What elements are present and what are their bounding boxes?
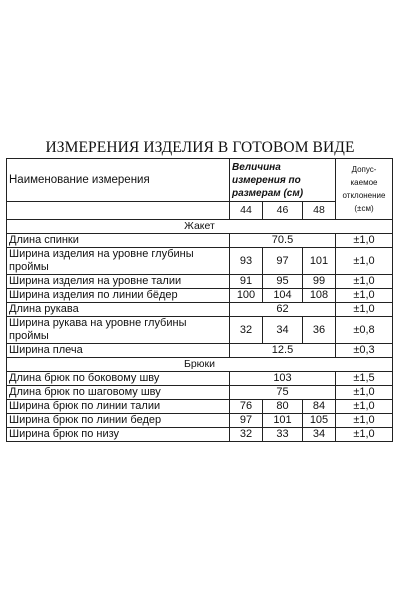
measurement-value-size-48: 101 [303, 248, 336, 275]
measurement-name: Длина брюк по боковому шву [7, 372, 230, 386]
measurement-row [7, 344, 393, 358]
tolerance-header [336, 159, 393, 220]
size-48: 48 [303, 202, 336, 220]
measurement-value-size-46: 101 [263, 414, 303, 428]
measurement-value-size-46: 33 [263, 428, 303, 442]
measurement-value-size-46: 34 [263, 317, 303, 344]
measurement-value-size-44: 97 [230, 414, 263, 428]
measurement-row [7, 414, 393, 428]
size-header-line: размерам (см) [232, 187, 304, 199]
measurement-name: Ширина брюк по линии бедер [7, 414, 230, 428]
measurement-name: Длина рукава [7, 303, 230, 317]
empty-cell [7, 202, 230, 220]
measurement-row [7, 386, 393, 400]
tolerance-value: ±0,8 [336, 317, 393, 344]
measurement-row [7, 428, 393, 442]
measurement-value-size-46: 95 [263, 275, 303, 289]
measurement-value-size-44: 32 [230, 428, 263, 442]
measurement-value-all-sizes: 62 [230, 303, 336, 317]
measurement-value-size-48: 108 [303, 289, 336, 303]
tolerance-value: ±1,0 [336, 428, 393, 442]
measurement-row [7, 289, 393, 303]
tolerance-value: ±1,0 [336, 234, 393, 248]
measurement-value-size-46: 104 [263, 289, 303, 303]
measurement-name: Длина брюк по шаговому шву [7, 386, 230, 400]
measurement-value-size-48: 99 [303, 275, 336, 289]
tolerance-value: ±1,0 [336, 248, 393, 275]
measurement-value-size-48: 84 [303, 400, 336, 414]
size-44: 44 [230, 202, 263, 220]
measurement-name: Ширина изделия на уровне талии [7, 275, 230, 289]
measurements-table [6, 158, 393, 442]
measurement-value-size-46: 80 [263, 400, 303, 414]
page-title: ИЗМЕРЕНИЯ ИЗДЕЛИЯ В ГОТОВОМ ВИДЕ [45, 139, 355, 156]
measurement-value-size-48: 36 [303, 317, 336, 344]
section-title: Жакет [7, 220, 393, 234]
measurement-name: Ширина рукава на уровне глубины проймы [7, 317, 230, 344]
measurement-name: Длина спинки [7, 234, 230, 248]
measurement-name: Ширина изделия по линии бёдер [7, 289, 230, 303]
measurement-value-size-44: 91 [230, 275, 263, 289]
measurement-row [7, 303, 393, 317]
tolerance-header-line: каемое [350, 178, 378, 187]
sizes-row [7, 202, 393, 220]
measurement-name: Ширина брюк по низу [7, 428, 230, 442]
tolerance-value: ±1,0 [336, 386, 393, 400]
measurement-value-size-44: 100 [230, 289, 263, 303]
size-values-header [230, 159, 336, 202]
section-row [7, 358, 393, 372]
size-header-line: измерения по [232, 174, 301, 186]
tolerance-value: ±1,0 [336, 303, 393, 317]
tolerance-value: ±1,0 [336, 400, 393, 414]
measurement-row [7, 372, 393, 386]
measurement-name: Ширина плеча [7, 344, 230, 358]
measurement-name-header: Наименование измерения [7, 159, 230, 202]
tolerance-header-line: Допус- [351, 165, 377, 174]
measurement-value-all-sizes: 12.5 [230, 344, 336, 358]
tolerance-value: ±1,0 [336, 414, 393, 428]
tolerance-value: ±1,0 [336, 289, 393, 303]
measurement-row [7, 234, 393, 248]
measurement-value-size-44: 93 [230, 248, 263, 275]
measurement-value-all-sizes: 103 [230, 372, 336, 386]
section-title: Брюки [7, 358, 393, 372]
size-46: 46 [263, 202, 303, 220]
measurement-value-size-44: 76 [230, 400, 263, 414]
measurement-name: Ширина брюк по линии талии [7, 400, 230, 414]
measurement-row [7, 275, 393, 289]
tolerance-value: ±1,5 [336, 372, 393, 386]
measurement-name: Ширина изделия на уровне глубины проймы [7, 248, 230, 275]
size-header-line: Величина [232, 161, 281, 173]
measurement-row [7, 400, 393, 414]
tolerance-value: ±1,0 [336, 275, 393, 289]
measurement-value-all-sizes: 75 [230, 386, 336, 400]
section-row [7, 220, 393, 234]
measurement-row [7, 248, 393, 275]
header-row [7, 159, 393, 202]
measurement-value-size-46: 97 [263, 248, 303, 275]
tolerance-header-line: отклонение [342, 191, 386, 200]
measurement-value-size-44: 32 [230, 317, 263, 344]
measurement-row [7, 317, 393, 344]
tolerance-header-line: (±см) [354, 204, 374, 213]
measurement-value-all-sizes: 70.5 [230, 234, 336, 248]
measurement-value-size-48: 105 [303, 414, 336, 428]
measurement-value-size-48: 34 [303, 428, 336, 442]
tolerance-value: ±0,3 [336, 344, 393, 358]
